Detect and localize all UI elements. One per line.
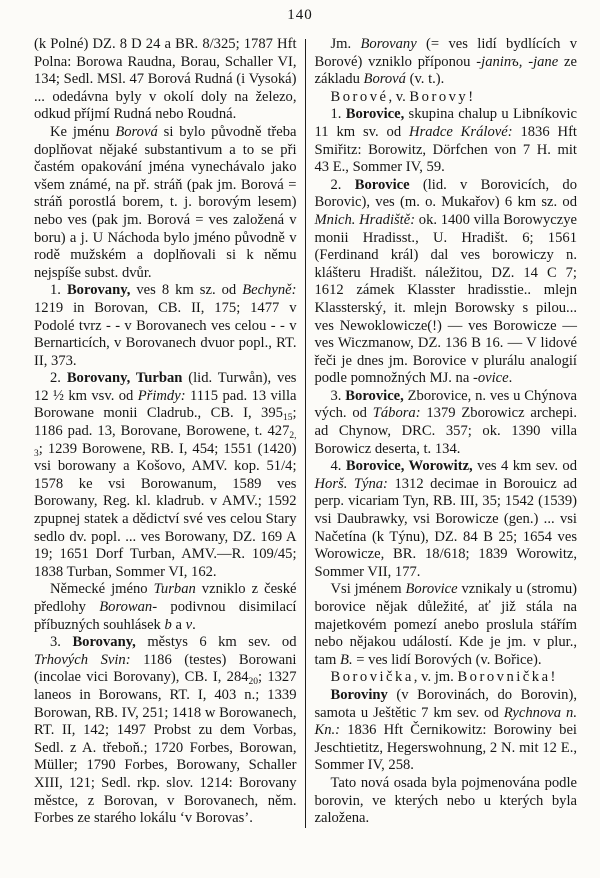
text-run: Borovnička! bbox=[457, 669, 558, 686]
text-run: b bbox=[164, 616, 172, 633]
text-run: 1115 pad. 13 villa Borowane monii Cladrub., CB. I, 395 bbox=[34, 387, 297, 422]
paragraph bbox=[315, 36, 578, 89]
paragraph bbox=[34, 124, 297, 282]
text-run: ze základu bbox=[314, 53, 577, 88]
text-run: -ovice bbox=[472, 370, 509, 387]
text-run: 1219 in Borovan, CB. II, 175; 1477 v Podolé tvrz - - v Borovanech ves celou - - v Bernarticích, v Borovanech dvuor popl., RT. II, 373. bbox=[34, 299, 297, 369]
text-run: . bbox=[192, 616, 196, 633]
paragraph bbox=[315, 89, 578, 107]
text-run: Tábora: bbox=[372, 405, 421, 422]
text-run: ; 1239 Borowene, RB. I, 454; 1551 (1420) vsi borowany a Košovo, AMV. kop. 51/4; 1578 ke vsi Borowanum, 1589 ves Borowany, Reg. kl. kladrub. v AMV.; 1592 zpupnej statek a dědictví své ves celou Stary sedlo dv. popl. ... ves Borowany, DZ. 169 A 19; 1651 Dorf Turban, AMV.—R. 109/45; 1838 Turban, Sommer VI, 162. bbox=[34, 440, 297, 580]
text-run: Borovany, Turban bbox=[66, 370, 183, 387]
text-run: 15 bbox=[282, 413, 293, 424]
paragraph bbox=[315, 458, 578, 581]
text-run: Přimdy: bbox=[137, 387, 186, 404]
text-run: Borová bbox=[115, 123, 158, 140]
paragraph bbox=[34, 36, 297, 124]
text-run: Turban bbox=[153, 581, 196, 598]
text-run: 1379 Zborowicz archepi. ad Chynow, DRC. 357; ok. 1390 villa Borowicz deserta, t. 134. bbox=[314, 405, 577, 457]
text-run: Jm. bbox=[330, 36, 361, 52]
text-run: , v. bbox=[388, 88, 410, 105]
text-run: Ke jménu bbox=[50, 123, 116, 140]
text-run: 20 bbox=[248, 677, 259, 688]
text-run: Borovy! bbox=[409, 88, 476, 105]
text-run: Hradce Králové: bbox=[409, 123, 513, 140]
text-run: (= ves lidí bydlících v Borové) vzniklo příponou bbox=[314, 36, 577, 70]
text-run: Tato nová osada byla pojmenována podle borovin, ve kterých nebo u kterých byla založena. bbox=[314, 774, 577, 827]
paragraph bbox=[34, 581, 297, 634]
paragraph bbox=[34, 370, 297, 581]
text-run: Rychnova n. Kn.: bbox=[314, 704, 577, 739]
text-run: (v Borovinách, do Borovin), samota u Ještětic 7 km sev. od bbox=[314, 686, 577, 721]
text-run: Borovice, bbox=[345, 387, 404, 404]
text-run: ves 8 km sz. od bbox=[130, 282, 243, 299]
text-columns bbox=[34, 36, 577, 828]
text-run: = ves lidí Borových (v. Bořice). bbox=[352, 651, 542, 668]
text-run: Borowan- bbox=[99, 599, 158, 615]
text-run: (lid. v Borovicích, do Borovic), ves (m. o. Mukařov) 6 km sz. od bbox=[314, 176, 577, 211]
text-run: v bbox=[185, 616, 193, 633]
paragraph bbox=[315, 687, 578, 775]
text-run: (lid. Turwån), ves 12 ½ km vsv. od bbox=[34, 370, 297, 404]
paragraph bbox=[315, 106, 578, 176]
text-run: Vsi jménem bbox=[330, 581, 406, 598]
text-run: Zborovice, n. ves u Chýnova vých. od bbox=[314, 387, 578, 422]
text-run: 4. bbox=[330, 458, 346, 475]
right-column bbox=[306, 36, 578, 828]
text-run: ves 4 km sev. od bbox=[472, 458, 578, 475]
text-run: Trhových Svin: bbox=[34, 651, 131, 668]
text-run: 1836 Hft Smiřitz: Borowitz, Dörfchen von 7 H. mit 43 E., Sommer IV, 59. bbox=[314, 123, 577, 176]
text-run: Německé jméno bbox=[50, 581, 154, 598]
text-run: Borové bbox=[330, 88, 389, 105]
text-run: 1. bbox=[330, 106, 346, 123]
text-run: skupina chalup u Libníkovic 11 km sv. od bbox=[314, 106, 578, 140]
text-run: (v. t.). bbox=[405, 71, 445, 88]
text-run: Borovany, bbox=[66, 282, 131, 299]
text-run: Borovice bbox=[354, 176, 410, 193]
text-run: Borovice, bbox=[345, 106, 405, 123]
text-run: , v. jm. bbox=[413, 669, 458, 686]
text-run: ; 1327 laneos in Borowans, RT. I, 403 n.; 1339 Borowan, RB. IV, 251; 1418 w Borowanech, RT. II, 142; 1497 Probst zu dem Vorbas, Sedl. z A. třeboň.; 1720 Forbes, Borowan, Müller; 1790 Forbes, Borowany, Schaller XIII, 121; Sedl. rkp. slov. 1214: Borovany městce, z Borovan, v Borovanech, něm. Forbes ze starého lokálu ‘v Borovas’. bbox=[34, 669, 297, 827]
text-run: si bylo původně třeba doplňovat nějaké substantivum a to se při častém opakování jména vynechávalo jako všem známé, na př. stráň (pak jm. Borová = stráň porostlá borem, t. j. borovým lesem) nebo ves (pak jm. Borová = ves založená v boru) a j. U Náchoda bylo jméno původně v rodě mužském a doplňovali si k němu nejspíše subst. dvůr. bbox=[34, 123, 297, 281]
page-number: 140 bbox=[287, 7, 313, 23]
text-run: 2. bbox=[50, 370, 67, 387]
text-run: vznikaly u (stromu) borovice nějak důležité, ať již stála na majetkovém pomezí anebo proslula stářím nebo nějakou událostí. Kde je jm. v plur., tam bbox=[314, 581, 577, 668]
paragraph bbox=[34, 634, 297, 828]
text-run: 1312 decimae in Borouicz ad perp. vicariam Tyn, RB. III, 35; 1542 (1539) vsi Daubrawky, vsi Borowicze (gen.) ... vsi Načetína (k Týnu), DZ. 84 B 25; 1654 ves Worowicze, BR. 18/618; 1839 Worowitz, Sommer VII, 177. bbox=[314, 475, 577, 580]
text-run: 3. bbox=[50, 634, 73, 651]
text-run: . bbox=[508, 370, 513, 387]
paragraph bbox=[34, 282, 297, 370]
text-run: Borovice, Worowitz, bbox=[345, 458, 473, 475]
paragraph bbox=[315, 581, 578, 669]
text-run: 1. bbox=[50, 282, 67, 299]
text-run: ; 1186 pad. 13, Borovane, Borowene, t. 427 bbox=[34, 405, 297, 440]
text-run: 1186 (testes) Borowani (incolae vici Borovany), CB. I, 284 bbox=[34, 651, 297, 686]
text-run: Boroviny bbox=[330, 686, 388, 703]
text-run: Bechyně: bbox=[242, 282, 297, 299]
text-run: městys 6 km sev. od bbox=[135, 634, 297, 651]
text-run: 3. bbox=[330, 387, 346, 404]
paragraph bbox=[315, 388, 578, 458]
text-run: Borová bbox=[363, 71, 406, 88]
text-run: a bbox=[171, 616, 186, 633]
paragraph bbox=[315, 775, 578, 828]
text-run: Borovička bbox=[330, 669, 414, 686]
paragraph bbox=[315, 669, 578, 687]
text-run: B. bbox=[340, 651, 353, 668]
paragraph bbox=[315, 177, 578, 388]
text-run: 1836 Hft Černikowitz: Borowiny bei Jeschtietitz, Hegerswohnung, 2 N. mit 12 E., Sommer IV, 258. bbox=[314, 722, 577, 774]
text-run: Horš. Týna: bbox=[314, 475, 388, 492]
left-column bbox=[34, 36, 305, 828]
text-run: 2. bbox=[330, 176, 355, 193]
text-run: (k Polné) DZ. 8 D 24 a BR. 8/325; 1787 Hft Polna: Borowa Raudna, Borau, Schaller VI, 134; Sedl. MSl. 47 Borová Rudná (i Vysoká) ... odedávna byly v okolí doly na železo, odkud příjmí Rudná nebo Roudná. bbox=[34, 36, 297, 123]
text-run: podivnou disimilací příbuzných souhlásek bbox=[34, 599, 297, 633]
text-run: Borovice bbox=[405, 581, 458, 598]
text-run: Mnich. Hradiště: bbox=[314, 211, 416, 228]
text-run: Borovany bbox=[360, 36, 417, 52]
text-run: ok. 1400 villa Borowyczye monii Hradisst., U. Hradišt. 6; 1561 (Ferdinand král) dal ves borowiczy n. klášteru Hradišt. náležitou, DZ. 14 C 7; 1612 zámek Klasster hradisstie.. mlejn Klassterský, it. mlejn Borowsky s pilou... ves Newoklowicze(!) — ves Borowicze — ves Wiczmanow, DZ. 136 B 16. — V lidové řeči je dnes jm. Borovice v plurálu analogií podle pomnožných MJ. na bbox=[314, 211, 577, 387]
text-run: vzniklo z české předlohy bbox=[34, 581, 297, 615]
text-run: Borovany, bbox=[72, 634, 136, 651]
text-run: -janinъ, -jane bbox=[476, 53, 559, 70]
text-run: 2, 3 bbox=[34, 431, 297, 459]
